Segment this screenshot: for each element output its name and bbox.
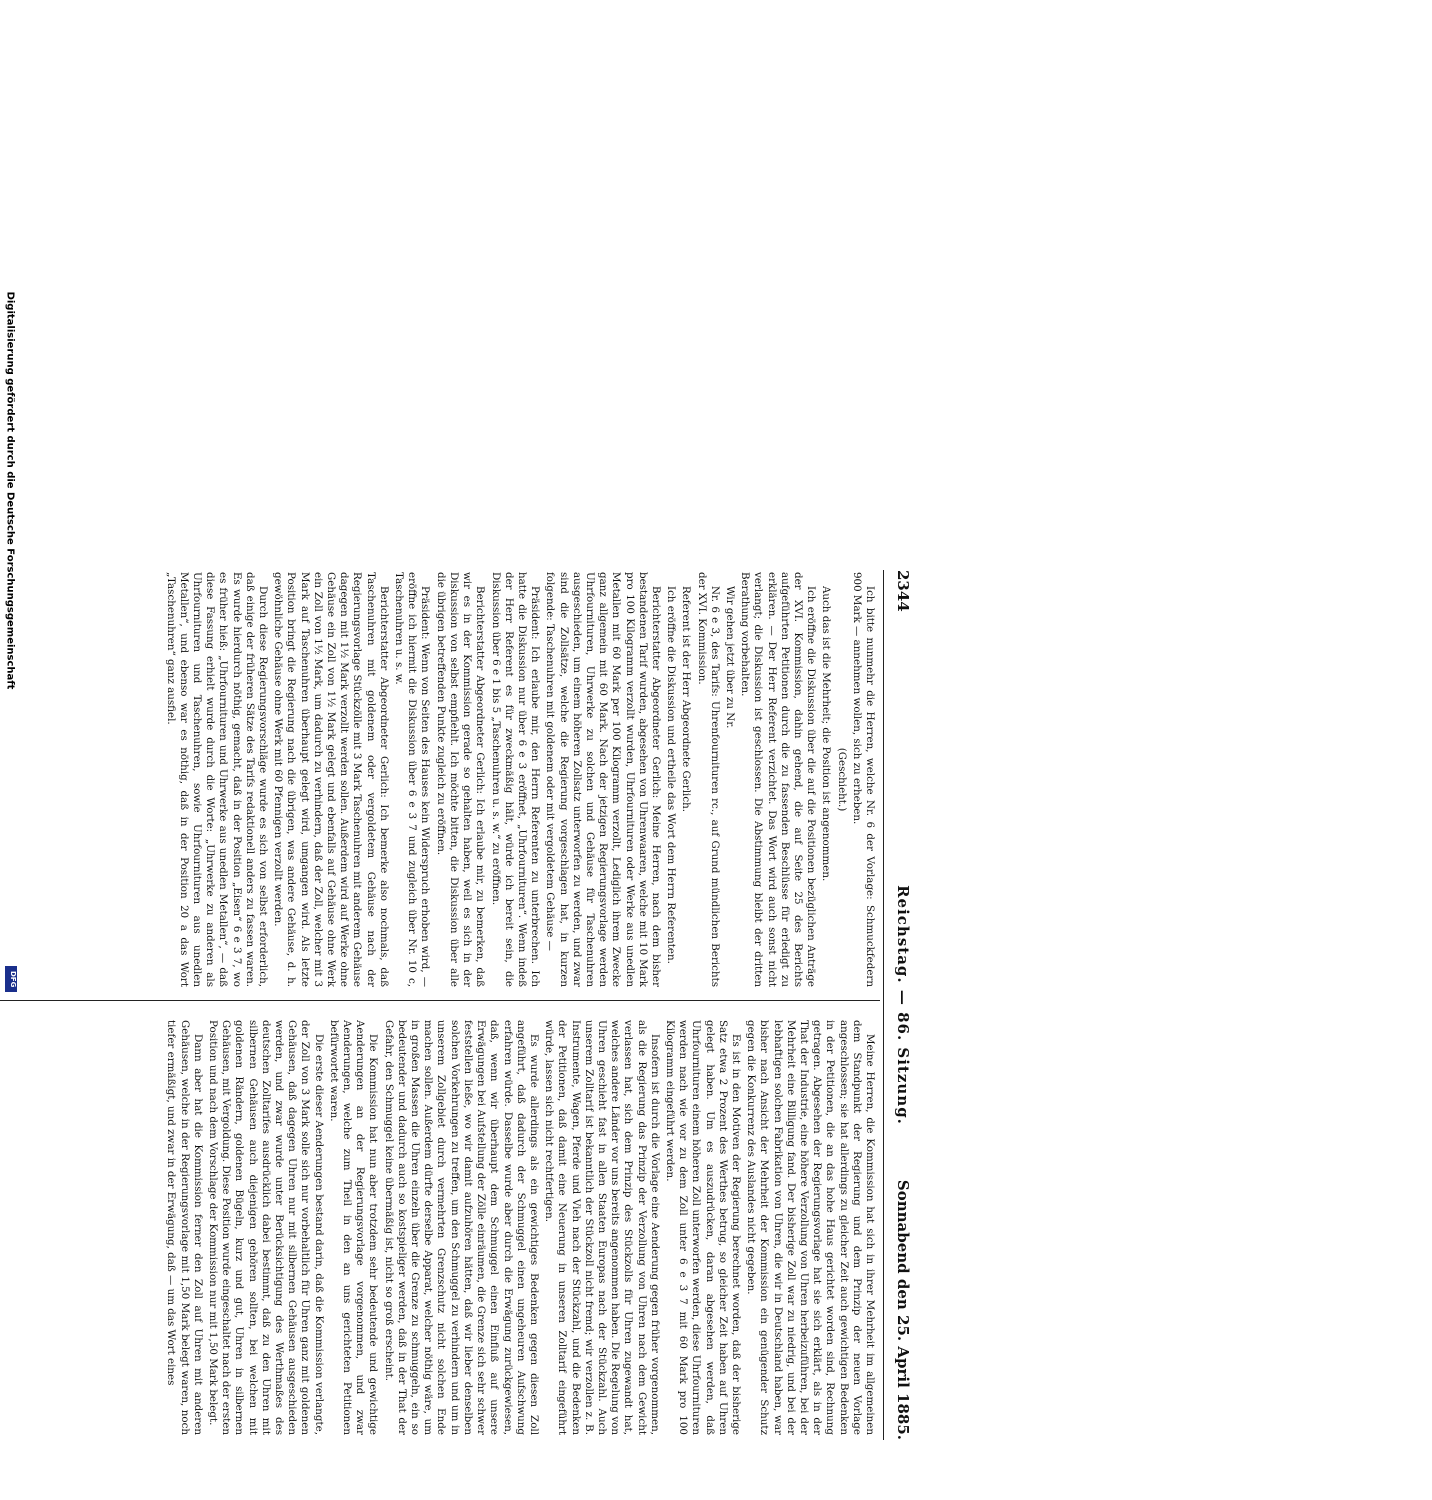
paragraph: Die Kommission hat nun aber trotzdem sehr bedeutende und gewichtige Aenderungen an der Regierungsvorlage vorgenommen, und zwar Aenderungen, welche zum Theil in den an uns gerichteten Petitionen befürwortet waren. (327, 1020, 380, 1435)
rotated-sheet (0, 500, 932, 1500)
paragraph: Auch das ist die Mehrheit; die Position ist angenommen. (820, 586, 833, 882)
page-number: 2344 (894, 570, 912, 612)
running-header (888, 570, 912, 1440)
paragraph: Präsident: Ich erlaube mir, den Herrn Referenten zu unterbrechen. Ich hatte die Diskussion nur über 6 e 3 eröffnet, „Uhrfournituren“. Wenn indeß der Herr Referent es für zweckmäßig hält, würde ich bereit sein, die Diskussion über 6 e 1 bis 5 „Taschenuhren u. s. w.“ zu eröffnen. (489, 572, 542, 987)
header-rule (883, 570, 884, 1440)
paragraph: Es wurde allerdings als ein gewichtiges Bedenken gegen diesen Zoll angeführt, daß dadurch der Schmuggel einen ungeheuren Aufschwung erfahren würde. Dasselbe wurde aber durch die Erwägung zurückgewiesen, daß, wenn wir überhaupt dem Schmuggel einen Einfluß auf unsere Erwägungen bei Aufstellung der Zölle einräumen, die Grenze sich sehr schwer feststellen ließe, wo wir damit aufzuhören hätten, daß wir lieber denselben solchen Vorkehrungen zu treffen, um den Schmuggel zu verhindern und um in unserem Zollgebiet durch vermehrten Grenzschutz nicht solchen Ende machen sollen. Außerdem dürfte derselbe Apparat, welcher nöthig wäre, um in großen Massen die Uhren einzeln über die Grenze zu schmuggeln, ein so bedeutender und dadurch auch so kostspieliger werden, daß in der That der Gefahr, den Schmuggel keine übermäßig ist, nicht so groß erscheint. (382, 1020, 540, 1435)
paragraph: Durch diese Regierungsvorschläge wurde es sich von selbst erforderlich, daß einige der früheren Sätze des Tarifs redaktionell anders zu fassen waren. Es wurde hierdurch nöthig, gemacht, daß in der Position „Eisen“ 6 e 3 7, wo es früher hieß: „Uhrfournituren und Uhrwerke aus unedlen Metallen“, — daß diese Fassung erhielt wurde durch die Worte: „Uhrwerke zu anderen als Uhrfournituren und Taschenuhren, sowie Uhrfournituren aus unedlen Metallen“, und ebenso war es nöthig, daß in der Position 20 a das Wort „Taschenuhren“ ganz ausfiel. (164, 572, 270, 987)
paragraph: Wir gehen jetzt über zu Nr. (723, 586, 736, 729)
right-column (162, 1020, 876, 1435)
dfg-logo: DFG (5, 966, 17, 992)
session-title: Reichstag. — 86. Sitzung. (894, 885, 912, 1125)
paragraph: Berichterstatter Abgeordneter Gerlich: Ich bemerke also nochmals, daß Taschenuhren mit goldenem oder vergoldetem Gehäuse nach der Regierungsvorlage Stückzölle mit 3 Mark Taschenuhren mit anderem Gehäuse dagegen mit 1½ Mark verzollt werden sollen. Außerdem wird auf Werke ohne Gehäuse ein Zoll von 1½ Mark gelegt und ebenfalls auf Gehäuse ohne Werk ein Zoll von 1½ Mark, um dadurch zu verhindern, daß der Zoll, welcher mit 3 Mark auf Taschenuhren überhaupt gelegt wird, umgangen wird. Als letzte Position bringt die Regierung nach die übrigen, was andere Gehäuse, d. h. gewöhnliche Gehäuse ohne Werk mit 60 Pfennigen verzollt werden. (272, 572, 390, 987)
column-divider (0, 1000, 880, 1001)
paragraph: Es ist in den Motiven der Regierung berechnet worden, daß der bisherige Satz etwa 2 Prozent des Werthes betrug, so gleicher Zeit haben auf Uhren gelegt haben. Um es auszudrücken, daran abgesehen werden, daß Uhrfournituren einem höheren Zoll unterworfen werden, diese Uhrfournituren werden nach wie vor zu dem Zoll unter 6 e 3 7 mit 60 Mark pro 100 Kilogramm eingeführt werden. (663, 1020, 742, 1435)
digitization-credit: Digitalisierung gefördert durch die Deutsche Forschungsgemeinschaft (4, 291, 16, 690)
paragraph: Ich bitte nunmehr die Herren, welche Nr. 6 der Vorlage: Schmuckfedern 900 Mark — annehmen wollen, sich zu erheben. (850, 572, 876, 987)
session-date: Sonnabend den 25. April 1885. (894, 1179, 912, 1440)
paragraph: Ich eröffne die Diskussion über die auf die Positionen bezüglichen Anträge der XVI. Kommission, dahin gehend, die auf Seite 25 des Berichts aufgeführten Petitionen durch die zu fassenden Beschlüsse für erledigt zu erklären. — Der Herr Referent verzichtet. Das Wort wird auch sonst nicht verlangt; die Diskussion ist geschlossen. Die Abstimmung bleibt der dritten Berathung vorbehalten. (739, 572, 818, 987)
paragraph: Ich eröffne die Diskussion und ertheile das Wort dem Herrn Referenten. (665, 586, 678, 964)
paragraph: Berichterstatter Abgeordneter Gerlich: Ich erlaube mir, zu bemerken, daß wir es in der Kommission gerade so gehalten haben, weil es sich in der Diskussion von selbst empfiehlt. Ich möchte bitten, die Diskussion über alle die übrigen betreffenden Punkte zugleich zu eröffnen. (434, 572, 487, 987)
left-column (161, 572, 876, 987)
paragraph: Referent ist der Herr Abgeordnete Gerlich. (680, 586, 693, 813)
paragraph: Dann aber hat die Kommission ferner den Zoll auf Uhren mit anderen Gehäusen, welche in der Regierungsvorlage mit 1,50 Mark belegt waren, noch tiefer ermäßigt, und zwar in der Erwägung, daß — um das Wort eines (165, 1020, 204, 1435)
paragraph: Meine Herren, die Kommission hat sich in ihrer Mehrheit im allgemeinen dem Standpunkt der Regierung und dem Prinzip der neuen Vorlage angeschlossen; sie hat allerdings zu gleicher Zeit auch gewichtigen Bedenken in der Petitionen, die an das hohe Haus gerichtet worden sind, Rechnung getragen. Abgesehen der Regierungsvorlage hat sie sich erklärt, als in der That der Industrie, eine höhere Verzollung von Uhren herbeizuführen, bei der Mehrheit eine Billigung fand. Der bisherige Zoll war zu niedrig, und bei der lebhaftigen solchen Fabrikation von Uhren, die wir in Deutschland haben, war bisher nach Ansicht der Mehrheit der Kommission ein genügender Schutz gegen die Konkurrenz des Auslandes nicht gegeben. (745, 1020, 876, 1435)
paragraph: Berichterstatter Abgeordneter Gerlich: Meine Herren, nach dem bisher bestandenen Tarif wurden, abgesehen von Uhrenwaaren, welche mit 10 Mark pro 100 Kilogramm verzollt wurden, Uhrfournituren oder Werke aus unedlen Metallen mit 60 Mark per 100 Kilogramm verzollt, Lediglich ihrem Zwecke ganz allgemein mit 60 Mark. Nach der jetzigen Regierungsvorlage werden Uhrfournituren, Uhrwerke zu solchen und Gehäuse für Taschenuhren ausgeschieden, um einem höheren Zollsatz unterworfen zu werden, und zwar sind die Zollsätze, welche die Regierung vorgeschlagen hat, in kurzen folgende: Taschenuhren mit goldenem oder mit vergoldetem Gehäuse — (544, 572, 662, 987)
paragraph: Die erste dieser Aenderungen bestand darin, daß die Kommission verlangte, der Zoll von 3 Mark solle sich nur vorbehaltlich für Uhren ganz mit goldenen Gehäusen, daß dagegen Uhren nur mit silbernen Gehäusen ausgeschieden werden, und zwar wurde unter Berücksichtigung des Werthmaßes des deutschen Zolltarifes ausdrücklich dabei bestimmt, daß zu den Uhren mit silbernen Gehäusen auch diejenigen gehören sollten, bei welchen mit goldenen Rändern, goldenen Bügeln, kurz und gut, Uhren in silbernen Gehäusen, mit Vergoldung. Diese Position wurde eingeschaltet nach der ersten Position und nach dem Vorschlage der Kommission nur mit 1,50 Mark belegt. (207, 1020, 325, 1435)
paragraph: (Geschieht.) (835, 747, 848, 812)
paragraph: Präsident: Wenn von Seiten des Hauses kein Widerspruch erhoben wird, — eröffne ich hiermit die Diskussion über 6 e 3 7 und zugleich über Nr. 10 c, Taschenuhren u. s. w. (393, 572, 432, 987)
paragraph: Nr. 6 e 3, des Tarifs: Uhrenfournituren rc., auf Grund mündlichen Berichts der XVI. Kommission. (695, 572, 721, 987)
paragraph: Insofern ist durch die Vorlage eine Aenderung gegen früher vorgenommen, als die Regierung das Prinzip der Verzollung von Uhren nach dem Gewicht verlassen hat, sich dem Prinzip des Stückzolls für Uhren zugewandt hat, welches andere Länder vor uns bereits angenommen haben. Die Regelung von Uhren geschieht fast in allen Staaten Europas nach der Stückzahl. Auch unserem Zolltarif ist bekanntlich der Stückzoll nicht fremd; wir verzollen z. B. Instrumente, Wagen, Pferde und Vieh nach der Stückzahl, und die Bedenken der Petitionen, daß damit eine Neuerung in unseren Zolltarif eingeführt würde, lassen sich nicht rechtfertigen. (543, 1020, 661, 1435)
